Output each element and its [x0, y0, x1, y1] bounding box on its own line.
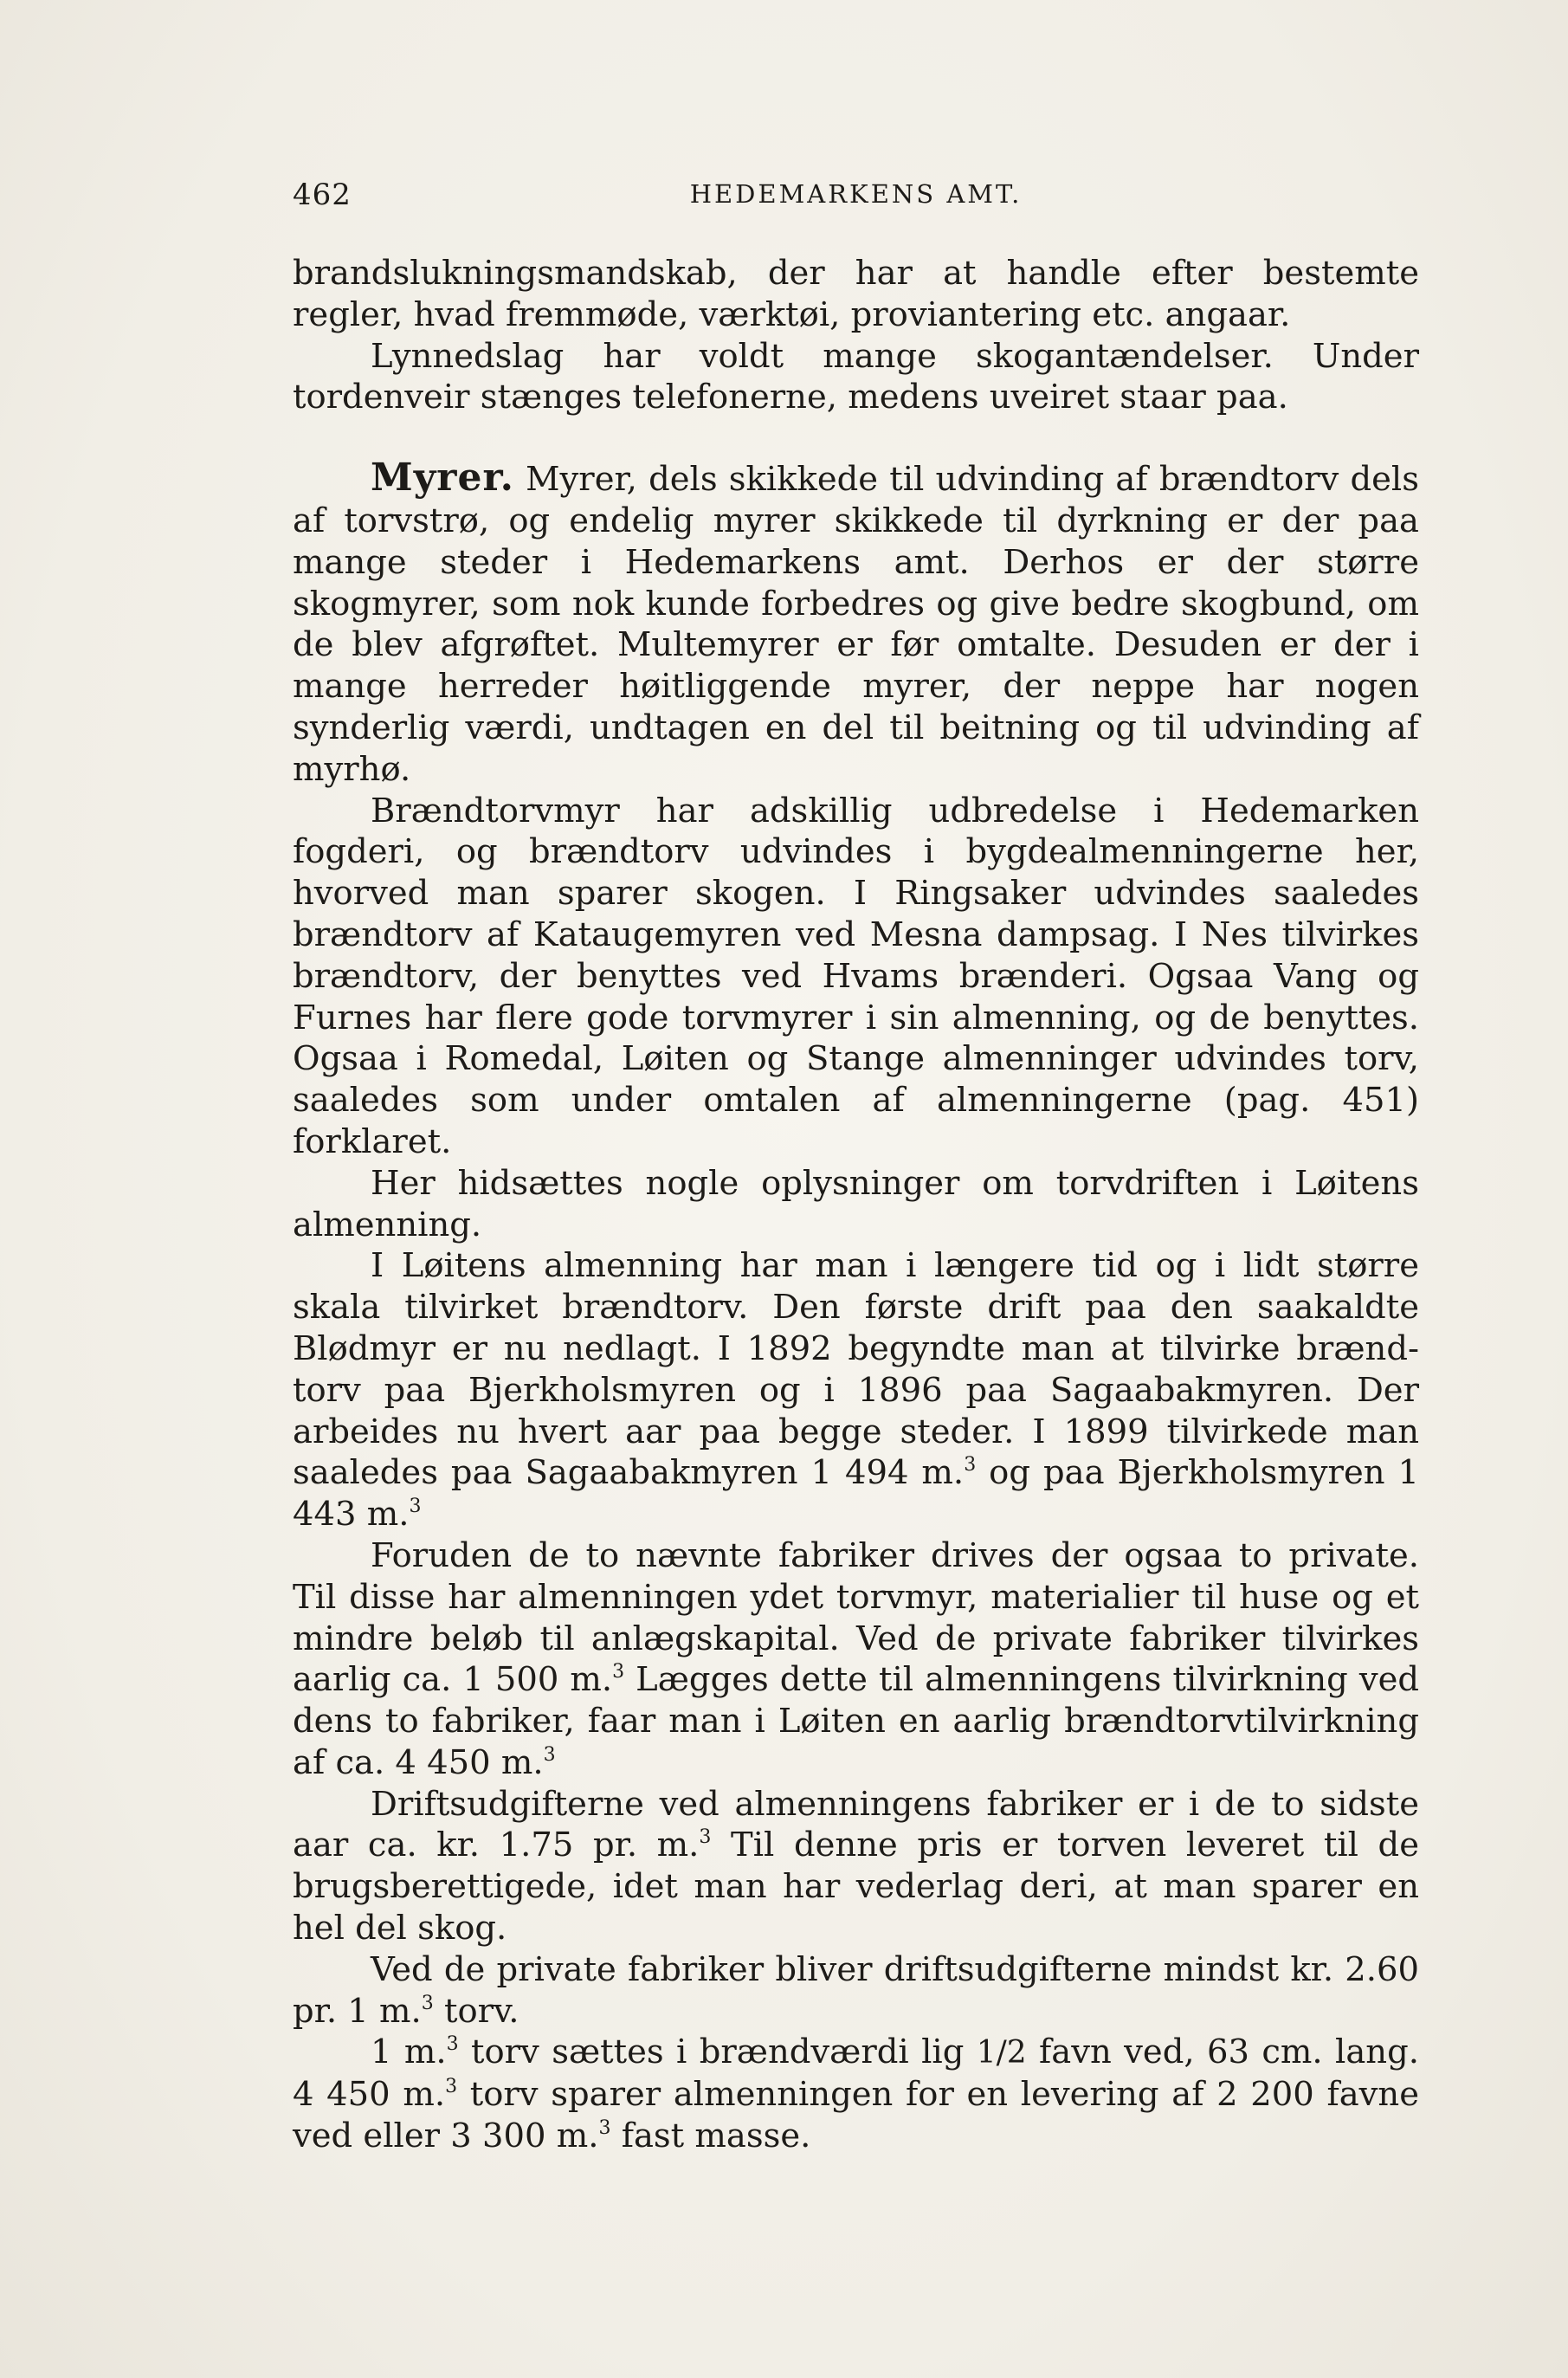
superscript: 3: [543, 1743, 556, 1766]
body-text: [293, 253, 1419, 2157]
superscript: 3: [612, 1661, 625, 1683]
section-title: Myrer.: [371, 456, 514, 501]
paragraph: Her hidsættes nogle oplysninger om torvdriften i Løitens almenning.: [293, 1163, 1419, 1244]
paragraph: Ved de private fabriker bliver driftsudgifterne mindst kr. 2.60 pr. 1 m.$^3$ torv.: [293, 1949, 1419, 2031]
superscript: 3: [409, 1496, 422, 1518]
paragraph: I Løitens almenning har man i længere tid og i lidt større skala tilvirket brændtorv. Den første drift paa den saakaldte Blødmyr er nu nedlagt. I 1892 begyndte man at tilvirke brændtorv paa Bjerkholsmyren og i 1896 paa Sagaabakmyren. Der arbeides nu hvert aar paa begge steder. I 1899 tilvirkede man saaledes paa Sagaabakmyren 1 494 m.$^3$ og paa Bjerkholsmyren 1 443 m.$^3$: [293, 1246, 1420, 1535]
paragraph: 1 m.$^3$ torv sættes i brændværdi lig 1/2 favn ved, 63 cm. lang. 4 450 m.$^3$ torv sparer almenningen for en levering af 2 200 favne ved eller 3 300 m.$^3$ fast masse.: [293, 2032, 1419, 2156]
paragraph: Lynnedslag har voldt mange skogantændelser. Under tordenveir stænges telefonerne, medens uveiret staar paa.: [293, 336, 1419, 417]
paragraph: Driftsudgifterne ved almenningens fabriker er i de to sidste aar ca. kr. 1.75 pr. m.$^3$ Til denne pris er torven leveret til de brugsberettigede, idet man har vederlag deri, at man sparer en hel del skog.: [293, 1784, 1419, 1948]
page-header: [293, 178, 1419, 216]
superscript: 3: [964, 1454, 977, 1477]
superscript: 3: [421, 1992, 434, 2014]
superscript: 3: [446, 2033, 459, 2056]
paragraph: Foruden de to nævnte fabriker drives der ogsaa to private. Til disse har almenningen ydet torvmyr, materialier til huse og et mindre beløb til anlægskapital. Ved de private fabriker tilvirkes aarlig ca. 1 500 m.$^3$ Lægges dette til almenningens tilvirkning ved dens to fabriker, faar man i Løiten en aarlig brændtorvtilvirkning af ca. 4 450 m.$^3$: [293, 1535, 1419, 1782]
page-number: 462: [293, 178, 352, 212]
superscript: 3: [445, 2076, 458, 2098]
paragraph: brandslukningsmandskab, der har at handle efter bestemte regler, hvad fremmøde, værktøi, proviantering etc. angaar.: [293, 254, 1419, 334]
superscript: 3: [699, 1826, 712, 1849]
fraction: 1/2: [976, 2035, 1027, 2071]
running-head: HEDEMARKENS AMT.: [689, 179, 1023, 209]
paragraph: Myrer. Myrer, dels skikkede til udvinding af brændtorv dels af torvstrø, og endelig myrer skikkede til dyrkning er der paa mange steder i Hedemarkens amt. Derhos er der større skogmyrer, som nok kunde forbedres og give bedre skogbund, om de blev afgrøftet. Multemyrer er før omtalte. Desuden er der i mange herreder høitliggende myrer, der neppe har nogen synderlig værdi, undtagen en del til beitning og til udvinding af myrhø.: [293, 456, 1419, 789]
superscript: 3: [598, 2117, 611, 2140]
paragraph: Brændtorvmyr har adskillig udbredelse i Hedemarken fogderi, og brændtorv udvindes i bygdealmenningerne her, hvorved man sparer skogen. I Ringsaker udvindes saaledes brændtorv af Kataugemyren ved Mesna dampsag. I Nes tilvirkes brændtorv, der benyttes ved Hvams brænderi. Ogsaa Vang og Furnes har flere gode torvmyrer i sin almenning, og de benyttes. Ogsaa i Romedal, Løiten og Stange almenninger udvindes torv, saaledes som under omtalen af almenningerne (pag. 451) forklaret.: [293, 791, 1419, 1161]
